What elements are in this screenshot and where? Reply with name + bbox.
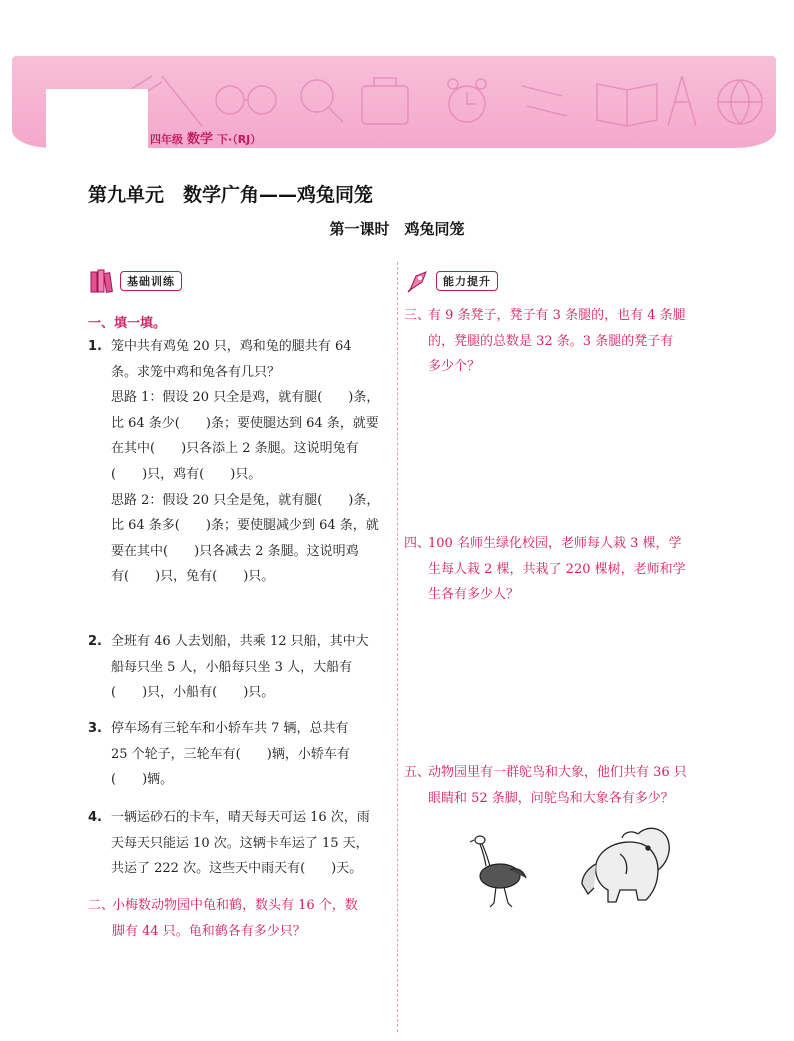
text-line: 小梅数动物园中龟和鹤，数头有 16 个，数	[112, 898, 358, 913]
text-line: 的，凳腿的总数是 32 条。3 条腿的凳子有	[428, 333, 674, 349]
text-line: 比 64 条少( )条；要使腿达到 64 条，就要	[111, 415, 379, 431]
question-2-text	[111, 629, 393, 706]
text-line: 共运了 222 次。这些天中雨天有( )天。	[111, 861, 363, 877]
ability-label: 能力提升	[436, 271, 498, 291]
text-line: 多少个？	[428, 359, 481, 375]
question-3	[88, 716, 102, 742]
text-line: 25 个轮子，三轮车有( )辆，小轿车有	[111, 746, 350, 762]
text-line: 在其中( )只各添上 2 条腿。这说明兔有	[111, 441, 359, 457]
subject-label: 数学	[187, 132, 214, 147]
lesson-title: 第一课时 鸡兔同笼	[329, 220, 465, 238]
text-line: 船每只坐 5 人，小船每只坐 3 人，大船有	[111, 659, 353, 675]
section-2-number: 二、	[88, 898, 115, 913]
question-2	[88, 629, 102, 655]
question-four-number: 四、	[404, 536, 431, 551]
question-four-label	[404, 531, 430, 557]
text-line: 全班有 46 人去划船，共乘 12 只船，其中大	[111, 634, 369, 649]
question-number: 2.	[88, 634, 102, 649]
edition-label: 下·（RJ）	[217, 133, 262, 146]
text-line: ( )辆。	[111, 772, 174, 788]
question-4	[88, 805, 102, 831]
elephant-illustration	[578, 824, 678, 912]
text-line: 思路 2：假设 20 只全是兔，就有腿( )条，	[111, 492, 380, 508]
text-line: 有( )只，兔有( )只。	[111, 569, 275, 585]
text-line: 笼中共有鸡兔 20 只，鸡和兔的腿共有 64	[111, 339, 352, 354]
ostrich-illustration	[470, 832, 530, 912]
text-line: 眼睛和 52 条脚，问鸵鸟和大象各有多少？	[428, 790, 674, 806]
text-line: 要在其中( )只各减去 2 条腿。这说明鸡	[111, 543, 359, 559]
text-line: 100 名师生绿化校园，老师每人栽 3 棵，学	[428, 536, 682, 551]
text-line: 一辆运砂石的卡车，晴天每天可运 16 次，雨	[111, 810, 370, 825]
question-4-text	[111, 805, 393, 882]
grade-subject-line	[150, 128, 262, 147]
question-number: 1.	[88, 339, 102, 354]
text-line: 生各有多少人？	[428, 587, 520, 603]
logo-placeholder	[46, 89, 148, 151]
text-line: ( )只，小船有( )只。	[111, 685, 275, 701]
question-five-label	[404, 760, 430, 786]
text-line: ( )只，鸡有( )只。	[111, 466, 262, 482]
ability-badge	[404, 268, 498, 294]
rocket-icon	[404, 268, 432, 294]
question-three-text	[428, 303, 728, 380]
text-line: 条。求笼中鸡和兔各有几只？	[111, 364, 281, 380]
books-icon	[88, 268, 116, 294]
question-1	[88, 334, 102, 360]
text-line: 动物园里有一群鸵鸟和大象，他们共有 36 只	[428, 765, 687, 780]
text-line: 有 9 条凳子，凳子有 3 条腿的，也有 4 条腿	[428, 308, 686, 323]
column-divider	[397, 262, 398, 1032]
section-2-text	[112, 893, 394, 944]
question-five-number: 五、	[404, 765, 431, 780]
question-1-text	[111, 334, 393, 590]
text-line: 天每天只能运 10 次。这辆卡车运了 15 天，	[111, 835, 369, 851]
question-number: 4.	[88, 810, 102, 825]
question-three-number: 三、	[404, 308, 431, 323]
section-2-label	[88, 893, 114, 919]
basic-training-label: 基础训练	[120, 271, 182, 291]
text-line: 脚有 44 只。龟和鹤各有多少只？	[112, 923, 306, 939]
question-3-text	[111, 716, 393, 793]
grade-label: 四年级	[150, 133, 183, 146]
question-three-label	[404, 303, 430, 329]
section-1-heading: 一、填一填。	[88, 316, 167, 331]
question-number: 3.	[88, 721, 102, 736]
basic-training-badge	[88, 268, 182, 294]
text-line: 停车场有三轮车和小轿车共 7 辆，总共有	[111, 721, 349, 736]
question-four-text	[428, 531, 728, 608]
text-line: 思路 1：假设 20 只全是鸡，就有腿( )条，	[111, 390, 380, 406]
text-line: 比 64 条多( )条；要使腿减少到 64 条，就	[111, 518, 379, 534]
unit-title: 第九单元 数学广角——鸡兔同笼	[88, 184, 374, 206]
question-five-text	[428, 760, 728, 811]
text-line: 生每人栽 2 棵，共栽了 220 棵树，老师和学	[428, 561, 686, 577]
